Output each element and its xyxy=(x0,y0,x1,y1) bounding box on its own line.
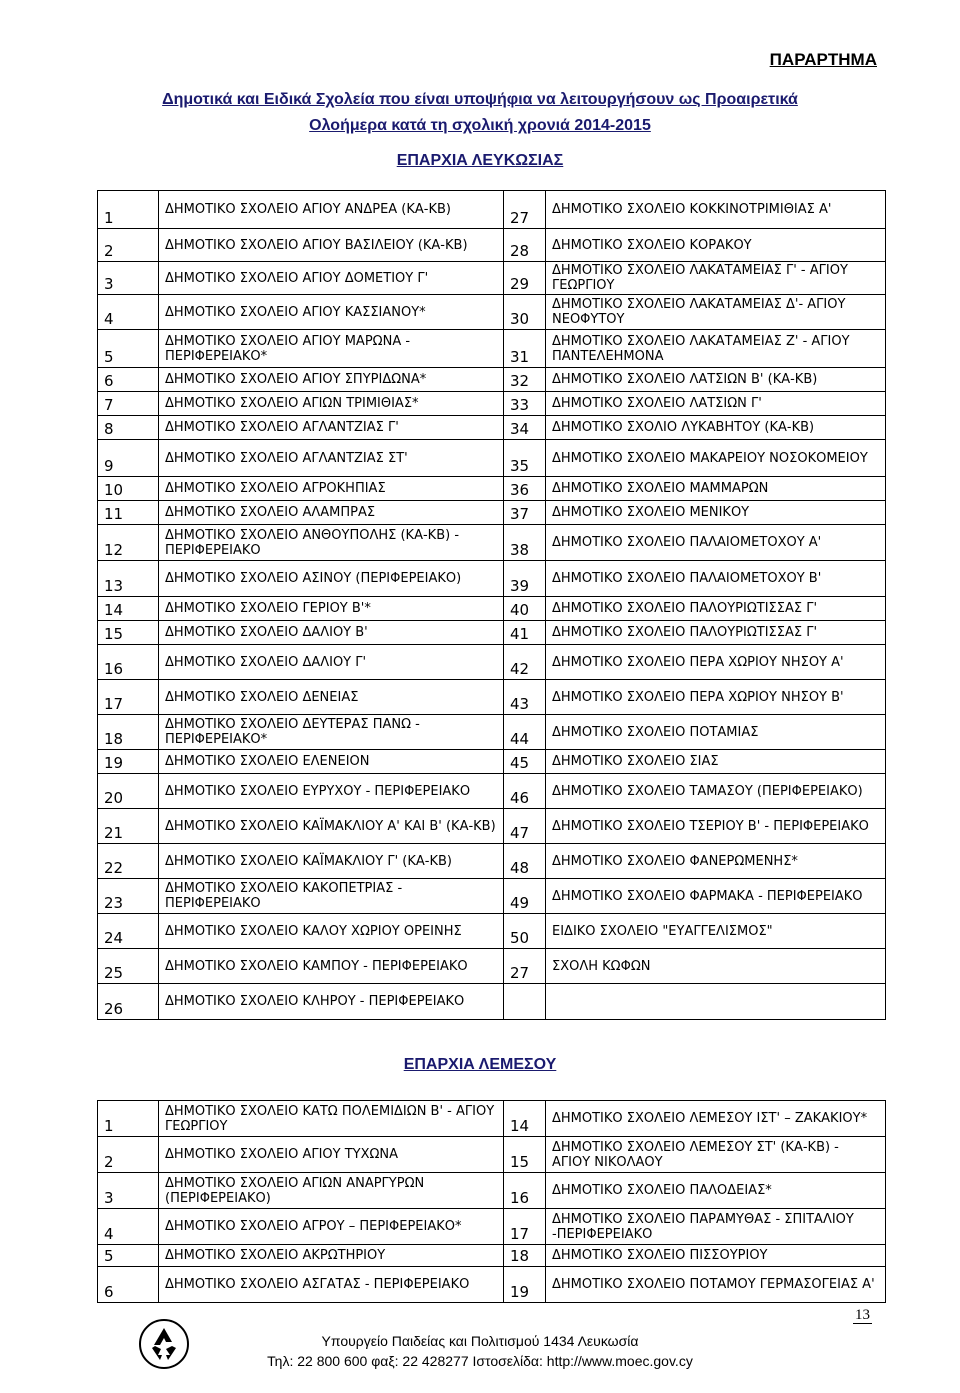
school-name-right: ΔΗΜΟΤΙΚΟ ΣΧΟΛΕΙΟ ΜΑΚΑΡΕΙΟΥ ΝΟΣΟΚΟΜΕΙΟΥ xyxy=(546,440,886,477)
table-row xyxy=(98,262,886,295)
table-row xyxy=(98,1173,886,1209)
row-number-right: 37 xyxy=(504,501,546,525)
school-name-right xyxy=(546,984,886,1020)
row-number-right: 45 xyxy=(504,750,546,774)
school-name-right: ΔΗΜΟΤΙΚΟ ΣΧΟΛΕΙΟ ΛΑΤΣΙΩΝ Γ' xyxy=(546,392,886,416)
row-number: 12 xyxy=(98,525,159,561)
footer-address: Υπουργείο Παιδείας και Πολιτισμού 1434 Λευκωσία xyxy=(321,1333,639,1349)
school-name-right: ΕΙΔΙΚΟ ΣΧΟΛΕΙΟ "ΕΥΑΓΓΕΛΙΣΜΟΣ" xyxy=(546,914,886,949)
school-name-left: ΔΗΜΟΤΙΚΟ ΣΧΟΛΕΙΟ ΑΓΙΟΥ ΣΠΥΡΙΔΩΝΑ* xyxy=(159,368,504,392)
row-number: 21 xyxy=(98,809,159,844)
table-row xyxy=(98,715,886,750)
row-number-right: 32 xyxy=(504,368,546,392)
school-name-right: ΔΗΜΟΤΙΚΟ ΣΧΟΛΕΙΟ ΠΑΛΟΔΕΙΑΣ* xyxy=(546,1173,886,1209)
table-row xyxy=(98,561,886,597)
school-name-left: ΔΗΜΟΤΙΚΟ ΣΧΟΛΕΙΟ ΑΓΙΟΥ ΚΑΣΣΙΑΝΟΥ* xyxy=(159,295,504,330)
table-row xyxy=(98,392,886,416)
section-heading-lefkosia: ΕΠΑΡΧΙΑ ΛΕΥΚΩΣΙΑΣ xyxy=(396,152,564,169)
school-name-left: ΔΗΜΟΤΙΚΟ ΣΧΟΛΕΙΟ ΓΕΡΙΟΥ Β'* xyxy=(159,597,504,621)
school-name-right: ΔΗΜΟΤΙΚΟ ΣΧΟΛΕΙΟ ΛΑΚΑΤΑΜΕΙΑΣ Γ' - ΑΓΙΟΥ ΓΕΩΡΓΙΟΥ xyxy=(546,262,886,295)
row-number-right: 33 xyxy=(504,392,546,416)
table-row xyxy=(98,597,886,621)
school-name-right: ΔΗΜΟΤΙΚΟ ΣΧΟΛΕΙΟ ΛΑΤΣΙΩΝ Β' (ΚΑ-ΚΒ) xyxy=(546,368,886,392)
school-name-right: ΔΗΜΟΤΙΚΟ ΣΧΟΛΕΙΟ ΠΕΡΑ ΧΩΡΙΟΥ ΝΗΣΟΥ Α' xyxy=(546,645,886,680)
row-number: 11 xyxy=(98,501,159,525)
row-number-right: 48 xyxy=(504,844,546,879)
row-number-right: 29 xyxy=(504,262,546,295)
table-row xyxy=(98,680,886,715)
row-number-right: 41 xyxy=(504,621,546,645)
table-row xyxy=(98,1209,886,1245)
row-number-right: 14 xyxy=(504,1101,546,1137)
school-name-right: ΔΗΜΟΤΙΚΟ ΣΧΟΛΕΙΟ ΛΕΜΕΣΟΥ ΙΣΤ' – ΖΑΚΑΚΙΟΥ* xyxy=(546,1101,886,1137)
row-number: 26 xyxy=(98,984,159,1020)
table-row xyxy=(98,809,886,844)
row-number: 15 xyxy=(98,621,159,645)
school-name-right: ΔΗΜΟΤΙΚΟ ΣΧΟΛΕΙΟ ΠΑΛΑΙΟΜΕΤΟΧΟΥ Β' xyxy=(546,561,886,597)
row-number: 7 xyxy=(98,392,159,416)
school-name-left: ΔΗΜΟΤΙΚΟ ΣΧΟΛΕΙΟ ΚΑΪΜΑΚΛΙΟΥ Α' ΚΑΙ Β' (ΚΑ-ΚΒ) xyxy=(159,809,504,844)
school-name-left: ΔΗΜΟΤΙΚΟ ΣΧΟΛΕΙΟ ΑΓΛΑΝΤΖΙΑΣ Γ' xyxy=(159,416,504,440)
school-name-right: ΔΗΜΟΤΙΚΟ ΣΧΟΛΕΙΟ ΛΑΚΑΤΑΜΕΙΑΣ Ζ' - ΑΓΙΟΥ ΠΑΝΤΕΛΕΗΜΟΝΑ xyxy=(546,330,886,368)
row-number-right: 47 xyxy=(504,809,546,844)
school-name-left: ΔΗΜΟΤΙΚΟ ΣΧΟΛΕΙΟ ΔΕΥΤΕΡΑΣ ΠΑΝΩ - ΠΕΡΙΦΕΡΕΙΑΚΟ* xyxy=(159,715,504,750)
school-name-right: ΔΗΜΟΤΙΚΟ ΣΧΟΛΕΙΟ ΠΟΤΑΜΟΥ ΓΕΡΜΑΣΟΓΕΙΑΣ Α' xyxy=(546,1267,886,1303)
row-number: 3 xyxy=(98,1173,159,1209)
row-number: 4 xyxy=(98,295,159,330)
annex-label: ΠΑΡΑΡΤΗΜΑ xyxy=(769,50,877,69)
row-number-right: 17 xyxy=(504,1209,546,1245)
school-name-right: ΣΧΟΛΗ ΚΩΦΩΝ xyxy=(546,949,886,984)
school-name-right: ΔΗΜΟΤΙΚΟ ΣΧΟΛΙΟ ΛΥΚΑΒΗΤΟΥ (ΚΑ-ΚΒ) xyxy=(546,416,886,440)
school-name-left: ΔΗΜΟΤΙΚΟ ΣΧΟΛΕΙΟ ΑΓΙΟΥ ΑΝΔΡΕΑ (ΚΑ-ΚΒ) xyxy=(159,191,504,229)
section-heading-lemesos: ΕΠΑΡΧΙΑ ΛΕΜΕΣΟΥ xyxy=(403,1056,557,1073)
row-number-right: 15 xyxy=(504,1137,546,1173)
table-row xyxy=(98,914,886,949)
school-name-right: ΔΗΜΟΤΙΚΟ ΣΧΟΛΕΙΟ ΠΑΡΑΜΥΘΑΣ - ΣΠΙΤΑΛΙΟΥ -ΠΕΡΙΦΕΡΕΙΑΚΟ xyxy=(546,1209,886,1245)
row-number: 1 xyxy=(98,191,159,229)
row-number-right xyxy=(504,984,546,1020)
school-name-right: ΔΗΜΟΤΙΚΟ ΣΧΟΛΕΙΟ ΠΑΛΟΥΡΙΩΤΙΣΣΑΣ Γ' xyxy=(546,597,886,621)
row-number-right: 30 xyxy=(504,295,546,330)
row-number-right: 40 xyxy=(504,597,546,621)
row-number: 22 xyxy=(98,844,159,879)
table-row xyxy=(98,750,886,774)
table-row xyxy=(98,949,886,984)
school-name-left: ΔΗΜΟΤΙΚΟ ΣΧΟΛΕΙΟ ΔΑΛΙΟΥ Β' xyxy=(159,621,504,645)
table-row xyxy=(98,440,886,477)
row-number-right: 28 xyxy=(504,229,546,262)
row-number-right: 38 xyxy=(504,525,546,561)
school-name-right: ΔΗΜΟΤΙΚΟ ΣΧΟΛΕΙΟ ΦΑΡΜΑΚΑ - ΠΕΡΙΦΕΡΕΙΑΚΟ xyxy=(546,879,886,914)
table-row xyxy=(98,1267,886,1303)
table-row xyxy=(98,295,886,330)
school-name-left: ΔΗΜΟΤΙΚΟ ΣΧΟΛΕΙΟ ΚΑΛΟΥ ΧΩΡΙΟΥ ΟΡΕΙΝΗΣ xyxy=(159,914,504,949)
school-name-left: ΔΗΜΟΤΙΚΟ ΣΧΟΛΕΙΟ ΑΚΡΩΤΗΡΙΟΥ xyxy=(159,1245,504,1267)
row-number-right: 44 xyxy=(504,715,546,750)
school-name-left: ΔΗΜΟΤΙΚΟ ΣΧΟΛΕΙΟ ΚΑΪΜΑΚΛΙΟΥ Γ' (ΚΑ-ΚΒ) xyxy=(159,844,504,879)
row-number-right: 16 xyxy=(504,1173,546,1209)
school-name-left: ΔΗΜΟΤΙΚΟ ΣΧΟΛΕΙΟ ΑΓΡΟΚΗΠΙΑΣ xyxy=(159,477,504,501)
school-name-right: ΔΗΜΟΤΙΚΟ ΣΧΟΛΕΙΟ ΚΟΚΚΙΝΟΤΡΙΜΙΘΙΑΣ Α' xyxy=(546,191,886,229)
table-row xyxy=(98,1101,886,1137)
table-row xyxy=(98,984,886,1020)
row-number: 3 xyxy=(98,262,159,295)
row-number-right: 27 xyxy=(504,191,546,229)
row-number-right: 46 xyxy=(504,774,546,809)
school-name-left: ΔΗΜΟΤΙΚΟ ΣΧΟΛΕΙΟ ΚΑΚΟΠΕΤΡΙΑΣ - ΠΕΡΙΦΕΡΕΙΑΚΟ xyxy=(159,879,504,914)
row-number: 19 xyxy=(98,750,159,774)
row-number-right: 43 xyxy=(504,680,546,715)
document-title-line1: Δημοτικά και Ειδικά Σχολεία που είναι υποψήφια να λειτουργήσουν ως Προαιρετικά xyxy=(162,91,798,108)
school-name-right: ΔΗΜΟΤΙΚΟ ΣΧΟΛΕΙΟ ΛΕΜΕΣΟΥ ΣΤ' (ΚΑ-ΚΒ) - ΑΓΙΟΥ ΝΙΚΟΛΑΟΥ xyxy=(546,1137,886,1173)
row-number: 5 xyxy=(98,1245,159,1267)
row-number-right: 34 xyxy=(504,416,546,440)
table-row xyxy=(98,501,886,525)
school-name-right: ΔΗΜΟΤΙΚΟ ΣΧΟΛΕΙΟ ΠΙΣΣΟΥΡΙΟΥ xyxy=(546,1245,886,1267)
row-number: 18 xyxy=(98,715,159,750)
table-row xyxy=(98,645,886,680)
school-name-right: ΔΗΜΟΤΙΚΟ ΣΧΟΛΕΙΟ ΠΕΡΑ ΧΩΡΙΟΥ ΝΗΣΟΥ Β' xyxy=(546,680,886,715)
row-number-right: 31 xyxy=(504,330,546,368)
school-name-left: ΔΗΜΟΤΙΚΟ ΣΧΟΛΕΙΟ ΕΛΕΝΕΙΟΝ xyxy=(159,750,504,774)
table-row xyxy=(98,191,886,229)
row-number-right: 36 xyxy=(504,477,546,501)
school-name-left: ΔΗΜΟΤΙΚΟ ΣΧΟΛΕΙΟ ΑΝΘΟΥΠΟΛΗΣ (ΚΑ-ΚΒ) - ΠΕΡΙΦΕΡΕΙΑΚΟ xyxy=(159,525,504,561)
row-number-right: 19 xyxy=(504,1267,546,1303)
school-name-right: ΔΗΜΟΤΙΚΟ ΣΧΟΛΕΙΟ ΜΑΜΜΑΡΩΝ xyxy=(546,477,886,501)
school-name-left: ΔΗΜΟΤΙΚΟ ΣΧΟΛΕΙΟ ΕΥΡΥΧΟΥ - ΠΕΡΙΦΕΡΕΙΑΚΟ xyxy=(159,774,504,809)
row-number: 6 xyxy=(98,368,159,392)
row-number: 20 xyxy=(98,774,159,809)
school-name-left: ΔΗΜΟΤΙΚΟ ΣΧΟΛΕΙΟ ΑΓΙΟΥ ΔΟΜΕΤΙΟΥ Γ' xyxy=(159,262,504,295)
school-name-left: ΔΗΜΟΤΙΚΟ ΣΧΟΛΕΙΟ ΑΣΙΝΟΥ (ΠΕΡΙΦΕΡΕΙΑΚΟ) xyxy=(159,561,504,597)
school-name-right: ΔΗΜΟΤΙΚΟ ΣΧΟΛΕΙΟ ΠΟΤΑΜΙΑΣ xyxy=(546,715,886,750)
row-number: 13 xyxy=(98,561,159,597)
row-number: 1 xyxy=(98,1101,159,1137)
table-row xyxy=(98,330,886,368)
school-name-right: ΔΗΜΟΤΙΚΟ ΣΧΟΛΕΙΟ ΤΑΜΑΣΟΥ (ΠΕΡΙΦΕΡΕΙΑΚΟ) xyxy=(546,774,886,809)
table-row xyxy=(98,368,886,392)
table-row xyxy=(98,525,886,561)
row-number: 2 xyxy=(98,229,159,262)
page-number: 13 xyxy=(855,1307,870,1323)
row-number: 23 xyxy=(98,879,159,914)
table-row xyxy=(98,1245,886,1267)
table-row xyxy=(98,477,886,501)
school-name-left: ΔΗΜΟΤΙΚΟ ΣΧΟΛΕΙΟ ΑΛΑΜΠΡΑΣ xyxy=(159,501,504,525)
row-number: 17 xyxy=(98,680,159,715)
row-number-right: 35 xyxy=(504,440,546,477)
row-number: 5 xyxy=(98,330,159,368)
row-number-right: 49 xyxy=(504,879,546,914)
row-number: 4 xyxy=(98,1209,159,1245)
school-name-right: ΔΗΜΟΤΙΚΟ ΣΧΟΛΕΙΟ ΣΙΑΣ xyxy=(546,750,886,774)
row-number-right: 27 xyxy=(504,949,546,984)
school-name-right: ΔΗΜΟΤΙΚΟ ΣΧΟΛΕΙΟ ΜΕΝΙΚΟΥ xyxy=(546,501,886,525)
row-number: 2 xyxy=(98,1137,159,1173)
school-name-left: ΔΗΜΟΤΙΚΟ ΣΧΟΛΕΙΟ ΑΓΙΟΥ ΒΑΣΙΛΕΙΟΥ (ΚΑ-ΚΒ) xyxy=(159,229,504,262)
table-row xyxy=(98,229,886,262)
row-number-right: 42 xyxy=(504,645,546,680)
school-name-right: ΔΗΜΟΤΙΚΟ ΣΧΟΛΕΙΟ ΦΑΝΕΡΩΜΕΝΗΣ* xyxy=(546,844,886,879)
table-row xyxy=(98,879,886,914)
lemesos-schools-table xyxy=(97,1100,886,1303)
table-row xyxy=(98,621,886,645)
footer-contact: Τηλ: 22 800 600 φαξ: 22 428277 Ιστοσελίδα: http://www.moec.gov.cy xyxy=(267,1353,693,1369)
row-number-right: 39 xyxy=(504,561,546,597)
row-number: 6 xyxy=(98,1267,159,1303)
row-number-right: 50 xyxy=(504,914,546,949)
school-name-right: ΔΗΜΟΤΙΚΟ ΣΧΟΛΕΙΟ ΛΑΚΑΤΑΜΕΙΑΣ Δ'- ΑΓΙΟΥ ΝΕΟΦΥΤΟΥ xyxy=(546,295,886,330)
table-row xyxy=(98,774,886,809)
school-name-left: ΔΗΜΟΤΙΚΟ ΣΧΟΛΕΙΟ ΑΓΙΟΥ ΜΑΡΩΝΑ - ΠΕΡΙΦΕΡΕΙΑΚΟ* xyxy=(159,330,504,368)
row-number: 9 xyxy=(98,440,159,477)
row-number: 25 xyxy=(98,949,159,984)
school-name-left: ΔΗΜΟΤΙΚΟ ΣΧΟΛΕΙΟ ΑΓΙΩΝ ΑΝΑΡΓΥΡΩΝ (ΠΕΡΙΦΕΡΕΙΑΚΟ) xyxy=(159,1173,504,1209)
school-name-left: ΔΗΜΟΤΙΚΟ ΣΧΟΛΕΙΟ ΚΛΗΡΟΥ - ΠΕΡΙΦΕΡΕΙΑΚΟ xyxy=(159,984,504,1020)
row-number: 14 xyxy=(98,597,159,621)
row-number: 8 xyxy=(98,416,159,440)
school-name-left: ΔΗΜΟΤΙΚΟ ΣΧΟΛΕΙΟ ΑΓΡΟΥ – ΠΕΡΙΦΕΡΕΙΑΚΟ* xyxy=(159,1209,504,1245)
school-name-right: ΔΗΜΟΤΙΚΟ ΣΧΟΛΕΙΟ ΚΟΡΑΚΟΥ xyxy=(546,229,886,262)
school-name-left: ΔΗΜΟΤΙΚΟ ΣΧΟΛΕΙΟ ΔΕΝΕΙΑΣ xyxy=(159,680,504,715)
row-number-right: 18 xyxy=(504,1245,546,1267)
school-name-left: ΔΗΜΟΤΙΚΟ ΣΧΟΛΕΙΟ ΑΓΙΟΥ ΤΥΧΩΝΑ xyxy=(159,1137,504,1173)
school-name-left: ΔΗΜΟΤΙΚΟ ΣΧΟΛΕΙΟ ΑΓΛΑΝΤΖΙΑΣ ΣΤ' xyxy=(159,440,504,477)
table-row xyxy=(98,844,886,879)
school-name-left: ΔΗΜΟΤΙΚΟ ΣΧΟΛΕΙΟ ΑΓΙΩΝ ΤΡΙΜΙΘΙΑΣ* xyxy=(159,392,504,416)
school-name-right: ΔΗΜΟΤΙΚΟ ΣΧΟΛΕΙΟ ΠΑΛΟΥΡΙΩΤΙΣΣΑΣ Γ' xyxy=(546,621,886,645)
row-number: 10 xyxy=(98,477,159,501)
table-row xyxy=(98,416,886,440)
school-name-left: ΔΗΜΟΤΙΚΟ ΣΧΟΛΕΙΟ ΚΑΜΠΟΥ - ΠΕΡΙΦΕΡΕΙΑΚΟ xyxy=(159,949,504,984)
lefkosia-schools-table xyxy=(97,190,886,1020)
school-name-right: ΔΗΜΟΤΙΚΟ ΣΧΟΛΕΙΟ ΤΣΕΡΙΟΥ Β' - ΠΕΡΙΦΕΡΕΙΑΚΟ xyxy=(546,809,886,844)
school-name-right: ΔΗΜΟΤΙΚΟ ΣΧΟΛΕΙΟ ΠΑΛΑΙΟΜΕΤΟΧΟΥ Α' xyxy=(546,525,886,561)
table-row xyxy=(98,1137,886,1173)
row-number: 16 xyxy=(98,645,159,680)
school-name-left: ΔΗΜΟΤΙΚΟ ΣΧΟΛΕΙΟ ΑΣΓΑΤΑΣ - ΠΕΡΙΦΕΡΕΙΑΚΟ xyxy=(159,1267,504,1303)
row-number: 24 xyxy=(98,914,159,949)
school-name-left: ΔΗΜΟΤΙΚΟ ΣΧΟΛΕΙΟ ΔΑΛΙΟΥ Γ' xyxy=(159,645,504,680)
document-title-line2: Ολοήμερα κατά τη σχολική χρονιά 2014-2015 xyxy=(309,117,651,134)
school-name-left: ΔΗΜΟΤΙΚΟ ΣΧΟΛΕΙΟ ΚΑΤΩ ΠΟΛΕΜΙΔΙΩΝ Β' - ΑΓΙΟΥ ΓΕΩΡΓΙΟΥ xyxy=(159,1101,504,1137)
